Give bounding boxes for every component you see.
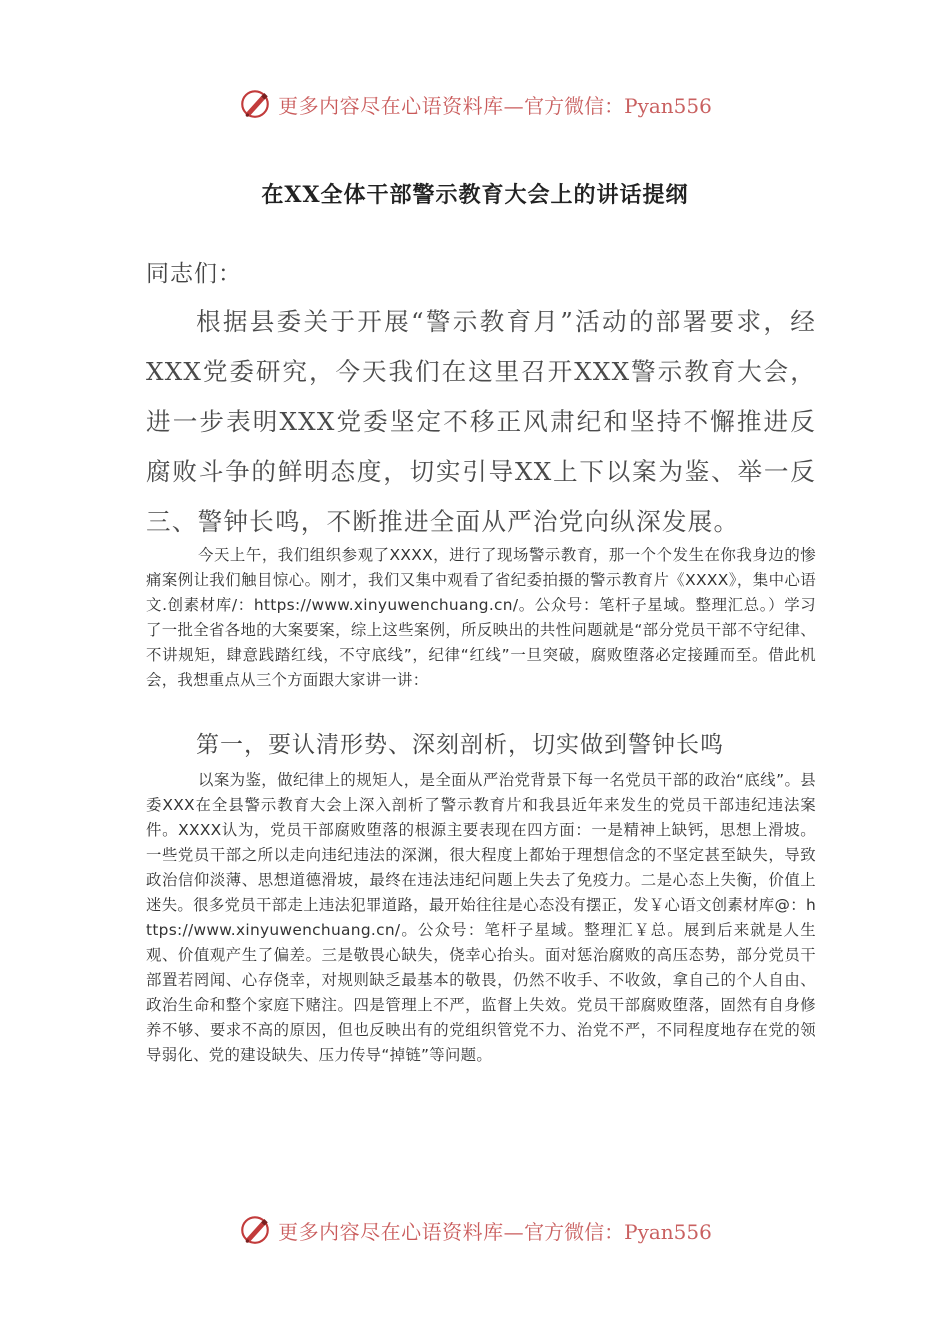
footer-banner-wechat: 官方微信：Pyan556: [524, 1219, 712, 1244]
pen-logo-icon: [238, 1213, 272, 1247]
footer-banner[interactable]: [0, 1210, 950, 1250]
section-1-heading: 第一，要认清形势、深刻剖析，切实做到警钟长鸣: [196, 732, 724, 758]
header-banner-text: 更多内容尽在心语资料库—: [278, 93, 525, 118]
header-banner-wechat: 官方微信：Pyan556: [524, 93, 712, 118]
body-paragraph-3: 以案为鉴，做纪律上的规矩人，是全面从严治党背景下每一名党员干部的政治“底线”。县委XXX在全县警示教育大会上深入剖析了警示教育片和我县近年来发生的党员干部违纪违法案件。XXXX认为，党员干部腐败堕落的根源主要表现在四方面：一是精神上缺钙，思想上滑坡。一些党员干部之所以走向违纪违法的深渊，很大程度上都始于理想信念的不坚定甚至缺失，导致政治信仰淡薄、思想道德滑坡，最终在违法违纪问题上失去了免疫力。二是心态上失衡，价值上迷失。很多党员干部走上违法犯罪道路，最开始往往是心态没有摆正，发￥心语文创素材库@：https://www.xinyuwenchuang.cn/。公众号：笔杆子星域。整理汇￥总。展到后来就是人生观、价值观产生了偏差。三是敬畏心缺失，侥幸心抬头。面对惩治腐败的高压态势，部分党员干部置若罔闻、心存侥幸，对规则缺乏最基本的敬畏，仍然不收手、不收敛，拿自己的个人自由、政治生命和整个家庭下赌注。四是管理上不严，监督上失效。党员干部腐败堕落，固然有自身修养不够、要求不高的原因，但也反映出有的党组织管党不力、治党不严，不同程度地存在党的领导弱化、党的建设缺失、压力传导“掉链”等问题。: [146, 771, 816, 1064]
header-banner[interactable]: [0, 84, 950, 124]
footer-banner-text: 更多内容尽在心语资料库—: [278, 1219, 525, 1244]
document-title: 在XX全体干部警示教育大会上的讲话提纲: [261, 182, 689, 208]
pen-logo-icon: [238, 87, 272, 121]
body-paragraph-2: 今天上午，我们组织参观了XXXX，进行了现场警示教育，那一个个发生在你我身边的惨痛案例让我们触目惊心。刚才，我们又集中观看了省纪委拍摄的警示教育片《XXXX》，集中心语文.创素材库/：https://www.xinyuwenchuang.cn/。公众号：笔杆子星域。整理汇总。）学习了一批全省各地的大案要案，综上这些案例，所反映出的共性问题就是“部分党员干部不守纪律、不讲规矩，肆意践踏红线，不守底线”，纪律“红线”一旦突破，腐败堕落必定接踵而至。借此机会，我想重点从三个方面跟大家讲一讲：: [146, 546, 816, 689]
salutation: 同志们：: [146, 261, 242, 287]
intro-paragraph: 根据县委关于开展“警示教育月”活动的部署要求，经XXX党委研究，今天我们在这里召开XXX警示教育大会，进一步表明XXX党委坚定不移正风肃纪和坚持不懈推进反腐败斗争的鲜明态度，切实引导XX上下以案为鉴、举一反三、警钟长鸣，不断推进全面从严治党向纵深发展。: [146, 307, 816, 536]
